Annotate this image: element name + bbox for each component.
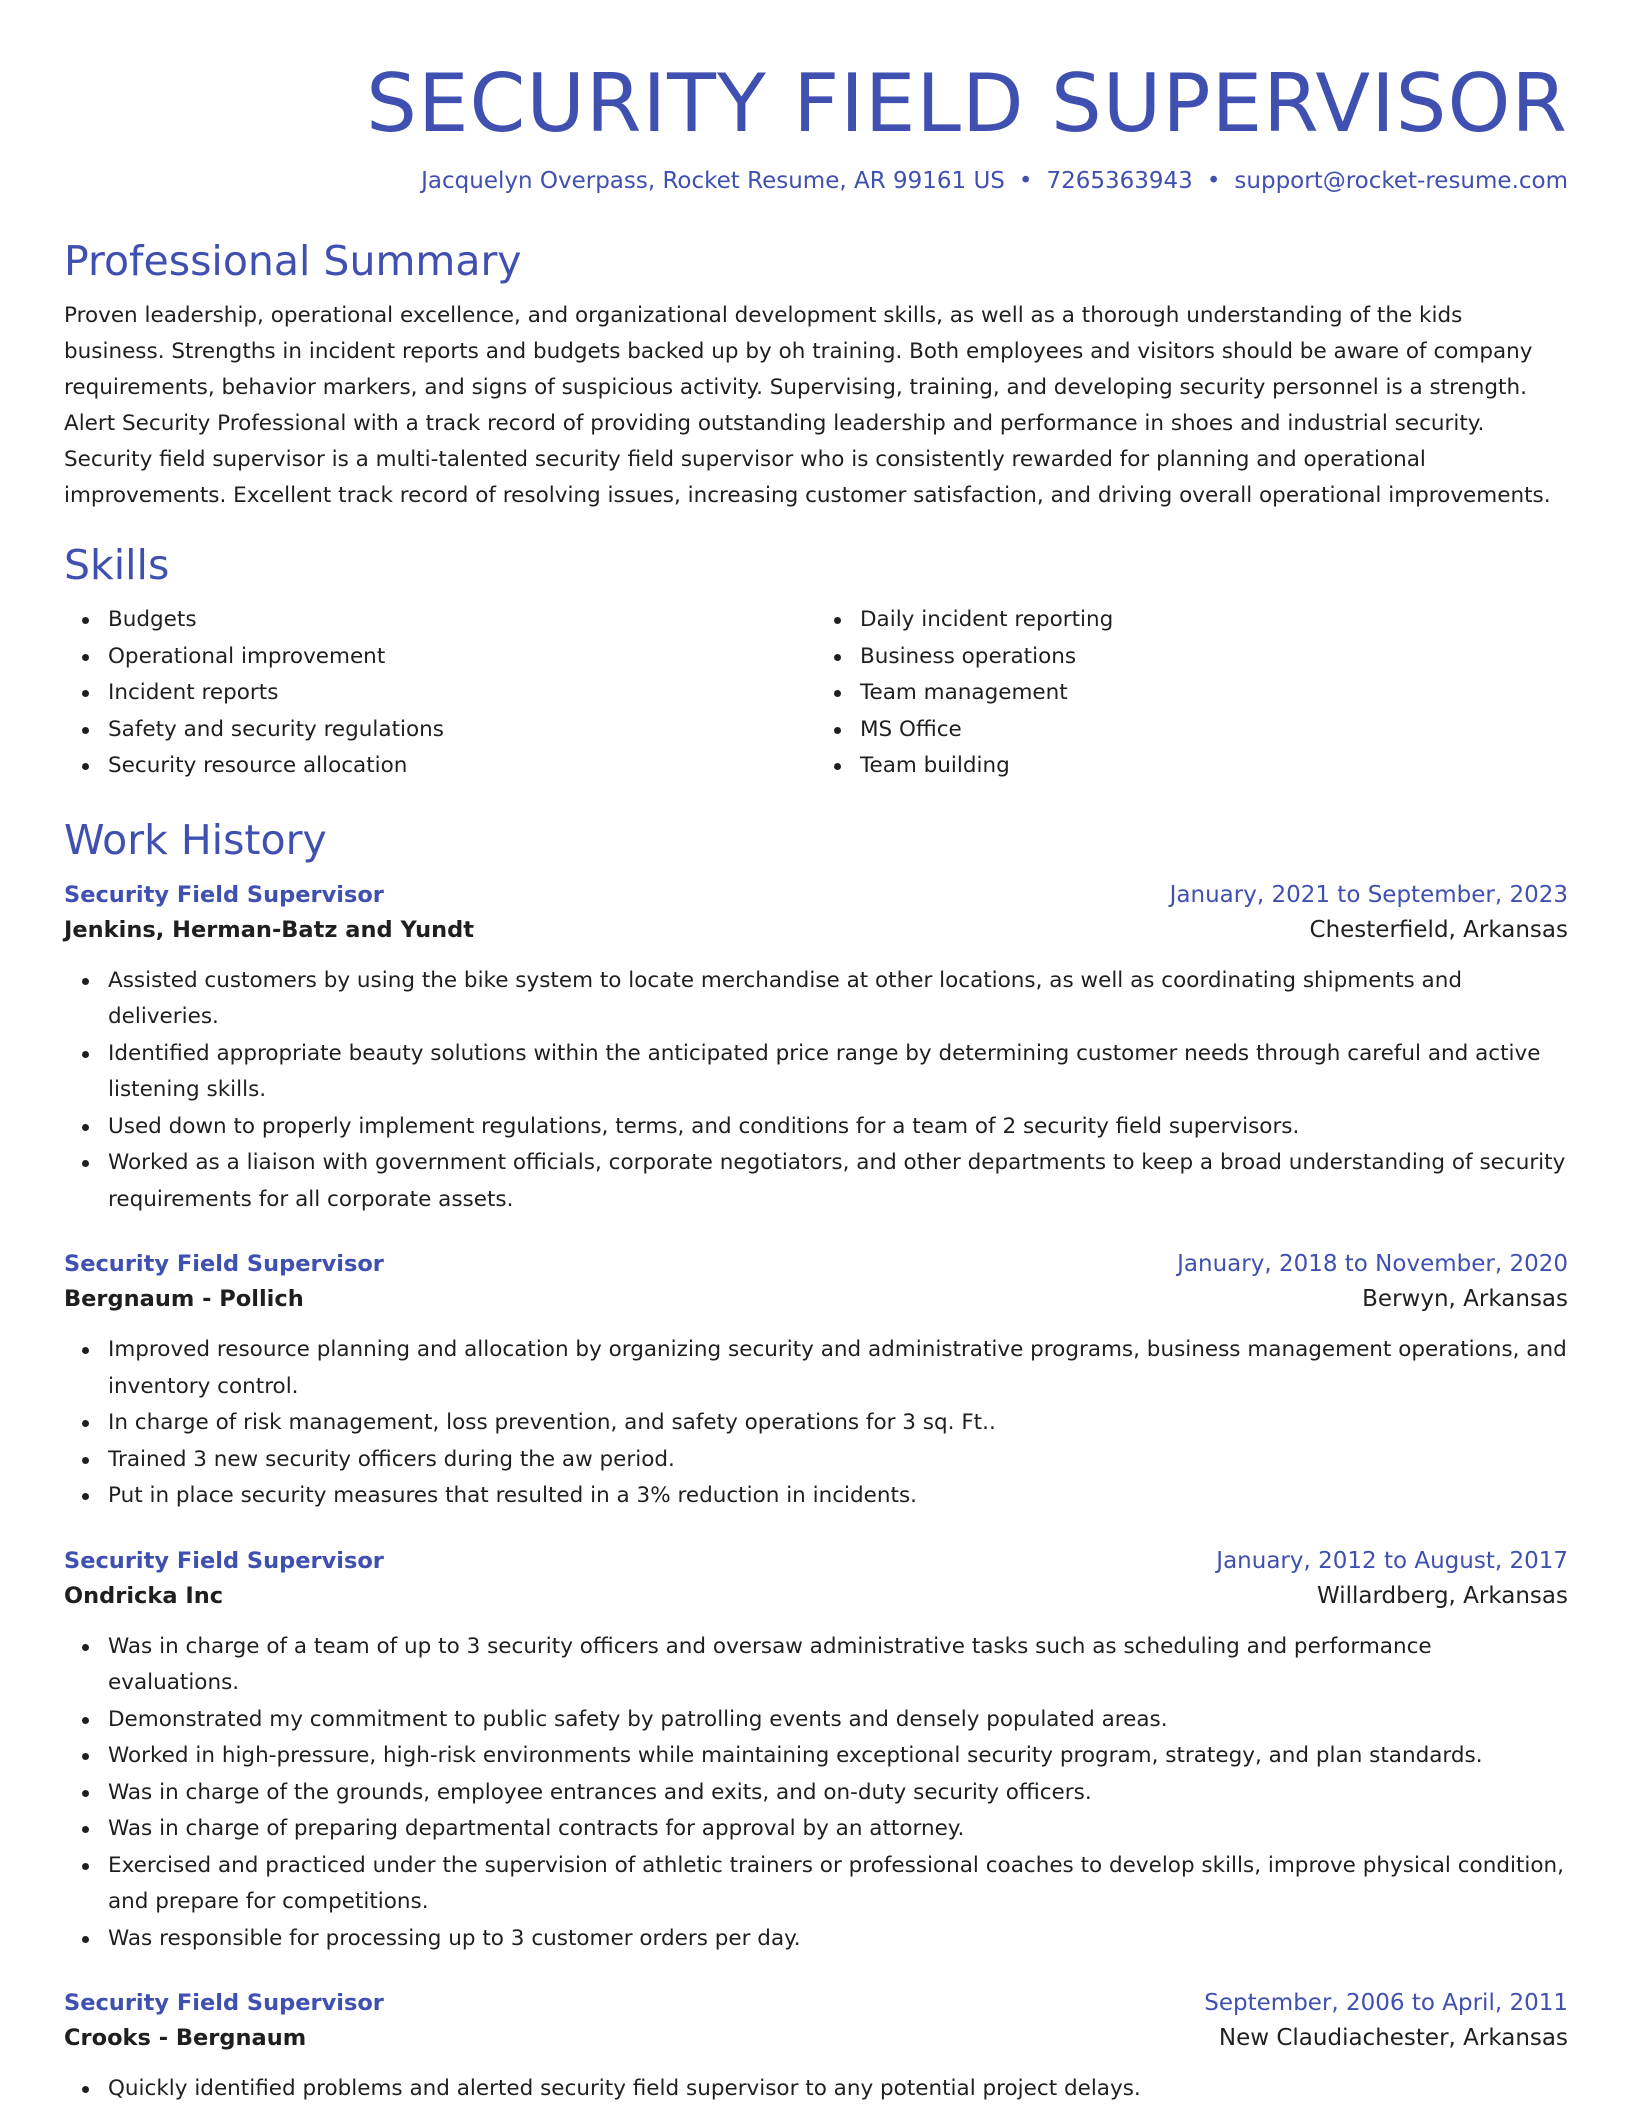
job-title: Security Field Supervisor bbox=[64, 1547, 384, 1574]
job-bullets bbox=[64, 963, 1568, 1219]
skill-item: Budgets bbox=[108, 602, 816, 639]
job-dates: January, 2018 to November, 2020 bbox=[1177, 1251, 1568, 1277]
job-company: Jenkins, Herman-Batz and Yundt bbox=[64, 916, 474, 943]
job-bullet: Exercised and practiced under the supervision of athletic trainers or professional coaches to develop skills, improve physical condition, and prepare for competitions. bbox=[108, 1848, 1568, 1921]
skill-item: Team building bbox=[860, 748, 1568, 785]
skill-item: MS Office bbox=[860, 712, 1568, 749]
skill-item: Security resource allocation bbox=[108, 748, 816, 785]
contact-line bbox=[64, 166, 1568, 196]
job-entry bbox=[64, 1248, 1568, 1515]
contact-phone: 7265363943 bbox=[1046, 168, 1193, 194]
job-bullet: Used down to properly implement regulations, terms, and conditions for a team of 2 security field supervisors. bbox=[108, 1109, 1568, 1146]
skills-column-left bbox=[64, 602, 816, 785]
job-location: New Claudiachester, Arkansas bbox=[1218, 2025, 1568, 2051]
skills-column-right bbox=[816, 602, 1568, 785]
job-dates: September, 2006 to April, 2011 bbox=[1204, 1990, 1568, 2016]
job-title: Security Field Supervisor bbox=[64, 881, 384, 908]
job-dates: January, 2021 to September, 2023 bbox=[1169, 881, 1568, 908]
job-bullet: Put in place security measures that resulted in a 3% reduction in incidents. bbox=[108, 1478, 1568, 1515]
job-company: Bergnaum - Pollich bbox=[64, 1286, 304, 1312]
contact-separator: • bbox=[1018, 168, 1033, 194]
job-bullet: Assisted customers by using the bike system to locate merchandise at other locations, as well as coordinating shipments and deliveries. bbox=[108, 963, 1568, 1036]
work-history-heading: Work History bbox=[64, 815, 327, 864]
skill-item: Business operations bbox=[860, 639, 1568, 676]
job-bullet: Was responsible for processing up to 3 customer orders per day. bbox=[108, 1921, 1568, 1958]
summary-text: Proven leadership, operational excellence, and organizational development skills, as well as a thorough understanding of the kids business. Strengths in incident reports and budgets backed up by oh training. Both employees and visitors should be aware of company requirements, behavior markers, and signs of suspicious activity. Supervising, training, and developing security personnel is a strength. Alert Security Professional with a track record of providing outstanding leadership and performance in shoes and industrial security. Security field supervisor is a multi-talented security field supervisor who is consistently rewarded for planning and operational improvements. Excellent track record of resolving issues, increasing customer satisfaction, and driving overall operational improvements. bbox=[64, 303, 1551, 508]
job-bullets bbox=[64, 1629, 1568, 1958]
contact-email: support@rocket-resume.com bbox=[1234, 168, 1568, 194]
skill-item: Operational improvement bbox=[108, 639, 816, 676]
job-title: Security Field Supervisor bbox=[64, 1990, 384, 2016]
job-bullet: Was in charge of preparing departmental contracts for approval by an attorney. bbox=[108, 1811, 1568, 1848]
job-bullet: Improved resource planning and allocation by organizing security and administrative programs, business management operations, and inventory control. bbox=[108, 1332, 1568, 1405]
job-location: Chesterfield, Arkansas bbox=[1309, 916, 1568, 943]
job-entry bbox=[64, 1987, 1568, 2108]
job-bullet: Demonstrated my commitment to public safety by patrolling events and densely populated areas. bbox=[108, 1702, 1568, 1739]
job-bullet: Quickly identified problems and alerted security field supervisor to any potential project delays. bbox=[108, 2071, 1568, 2108]
skill-item: Safety and security regulations bbox=[108, 712, 816, 749]
skills-heading: Skills bbox=[64, 541, 170, 589]
skill-item: Incident reports bbox=[108, 675, 816, 712]
job-location: Willardberg, Arkansas bbox=[1316, 1582, 1568, 1609]
job-bullet: In charge of risk management, loss prevention, and safety operations for 3 sq. Ft.. bbox=[108, 1405, 1568, 1442]
job-bullets bbox=[64, 2071, 1568, 2108]
job-bullet: Worked in high-pressure, high-risk environments while maintaining exceptional security program, strategy, and plan standards. bbox=[108, 1738, 1568, 1775]
job-bullet: Was in charge of a team of up to 3 security officers and oversaw administrative tasks such as scheduling and performance evaluations. bbox=[108, 1629, 1568, 1702]
job-bullet: Identified appropriate beauty solutions within the anticipated price range by determining customer needs through careful and active listening skills. bbox=[108, 1036, 1568, 1109]
job-location: Berwyn, Arkansas bbox=[1362, 1286, 1568, 1312]
skill-item: Daily incident reporting bbox=[860, 602, 1568, 639]
skill-item: Team management bbox=[860, 675, 1568, 712]
resume-title: SECURITY FIELD SUPERVISOR bbox=[366, 57, 1568, 150]
job-entry bbox=[64, 879, 1568, 1219]
contact-address: Jacquelyn Overpass, Rocket Resume, AR 99161 US bbox=[421, 168, 1005, 194]
job-entry bbox=[64, 1545, 1568, 1958]
contact-separator: • bbox=[1206, 168, 1221, 194]
job-bullet: Worked as a liaison with government officials, corporate negotiators, and other departments to keep a broad understanding of security requirements for all corporate assets. bbox=[108, 1145, 1568, 1218]
job-bullet: Trained 3 new security officers during the aw period. bbox=[108, 1442, 1568, 1479]
job-company: Ondricka Inc bbox=[64, 1582, 224, 1609]
skills-list bbox=[64, 602, 1568, 785]
job-bullets bbox=[64, 1332, 1568, 1515]
job-title: Security Field Supervisor bbox=[64, 1251, 384, 1277]
job-bullet: Was in charge of the grounds, employee entrances and exits, and on-duty security officers. bbox=[108, 1775, 1568, 1812]
job-dates: January, 2012 to August, 2017 bbox=[1216, 1547, 1568, 1574]
job-company: Crooks - Bergnaum bbox=[64, 2025, 307, 2051]
summary-heading: Professional Summary bbox=[64, 237, 522, 285]
